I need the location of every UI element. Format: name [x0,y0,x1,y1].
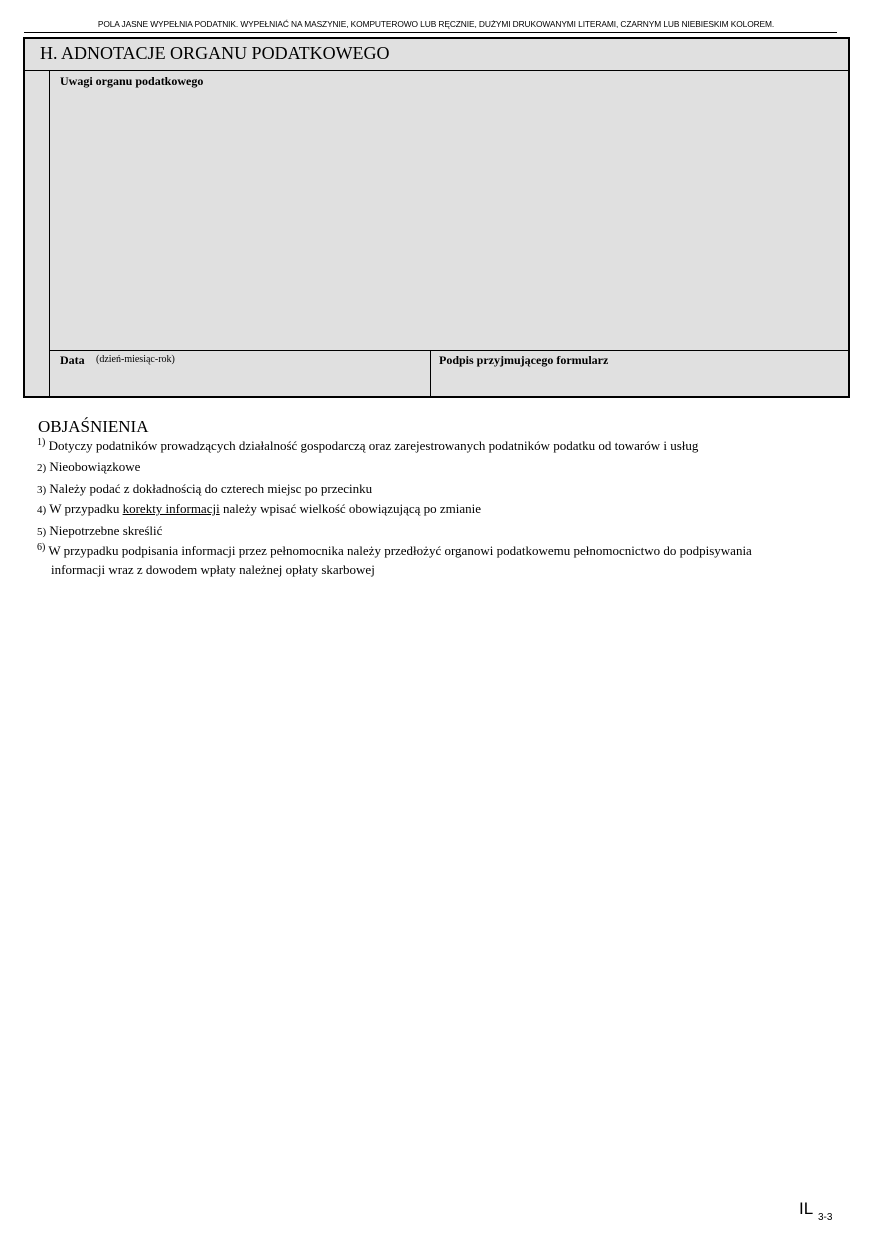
note-1 [37,436,698,455]
note-6 [37,541,752,579]
date-label: Data [60,353,85,367]
note-text-suffix: należy wpisać wielkość obowiązującą po zmianie [219,501,482,516]
date-field[interactable] [50,351,431,396]
section-h-title: H. ADNOTACJE ORGANU PODATKOWEGO [40,43,390,63]
note-text: W przypadku podpisania informacji przez pełnomocnika należy przedłożyć organowi podatkowemu pełnomocnictwo do podpisywania [48,543,752,558]
note-text: Dotyczy podatników prowadzących działalność gospodarczą oraz zarejestrowanych podatników podatku od towarów i usług [48,438,699,453]
note-marker: 1) [37,437,46,448]
note-2 [37,457,140,478]
date-signature-row [50,350,848,396]
signature-label: Podpis przyjmującego formularz [439,353,609,367]
top-rule [24,32,837,33]
explanations-heading: OBJAŚNIENIA [38,417,149,436]
note-4 [37,499,481,520]
page-number: 3-3 [818,1212,833,1223]
remarks-label: Uwagi organu podatkowego [60,74,204,88]
section-h-box [23,37,850,398]
note-marker: 3) [37,484,47,496]
date-format-hint: (dzień-miesiąc-rok) [96,354,175,365]
note-5 [37,521,162,542]
note-marker: 2) [37,462,47,474]
note-marker: 4) [37,504,47,516]
note-text: Niepotrzebne skreślić [49,523,163,538]
remarks-field[interactable] [49,71,848,396]
note-text-continuation: informacji wraz z dowodem wpłaty należnej opłaty skarbowej [51,562,375,577]
note-text: Nieobowiązkowe [49,459,141,474]
note-text: Należy podać z dokładnością do czterech miejsc po przecinku [49,481,373,496]
note-text-prefix: W przypadku [49,501,123,516]
note-marker: 6) [37,542,46,553]
signature-field[interactable] [431,351,848,396]
note-text-underlined: korekty informacji [122,501,220,516]
top-notice: POLA JASNE WYPEŁNIA PODATNIK. WYPEŁNIAĆ NA MASZYNIE, KOMPUTEROWO LUB RĘCZNIE, DUŻYMI DRUKOWANYMI LITERAMI, CZARNYM LUB NIEBIESKIM KOLOREM. [97,19,775,29]
note-marker: 5) [37,526,47,538]
note-3 [37,479,372,500]
form-code: IL [799,1199,814,1218]
